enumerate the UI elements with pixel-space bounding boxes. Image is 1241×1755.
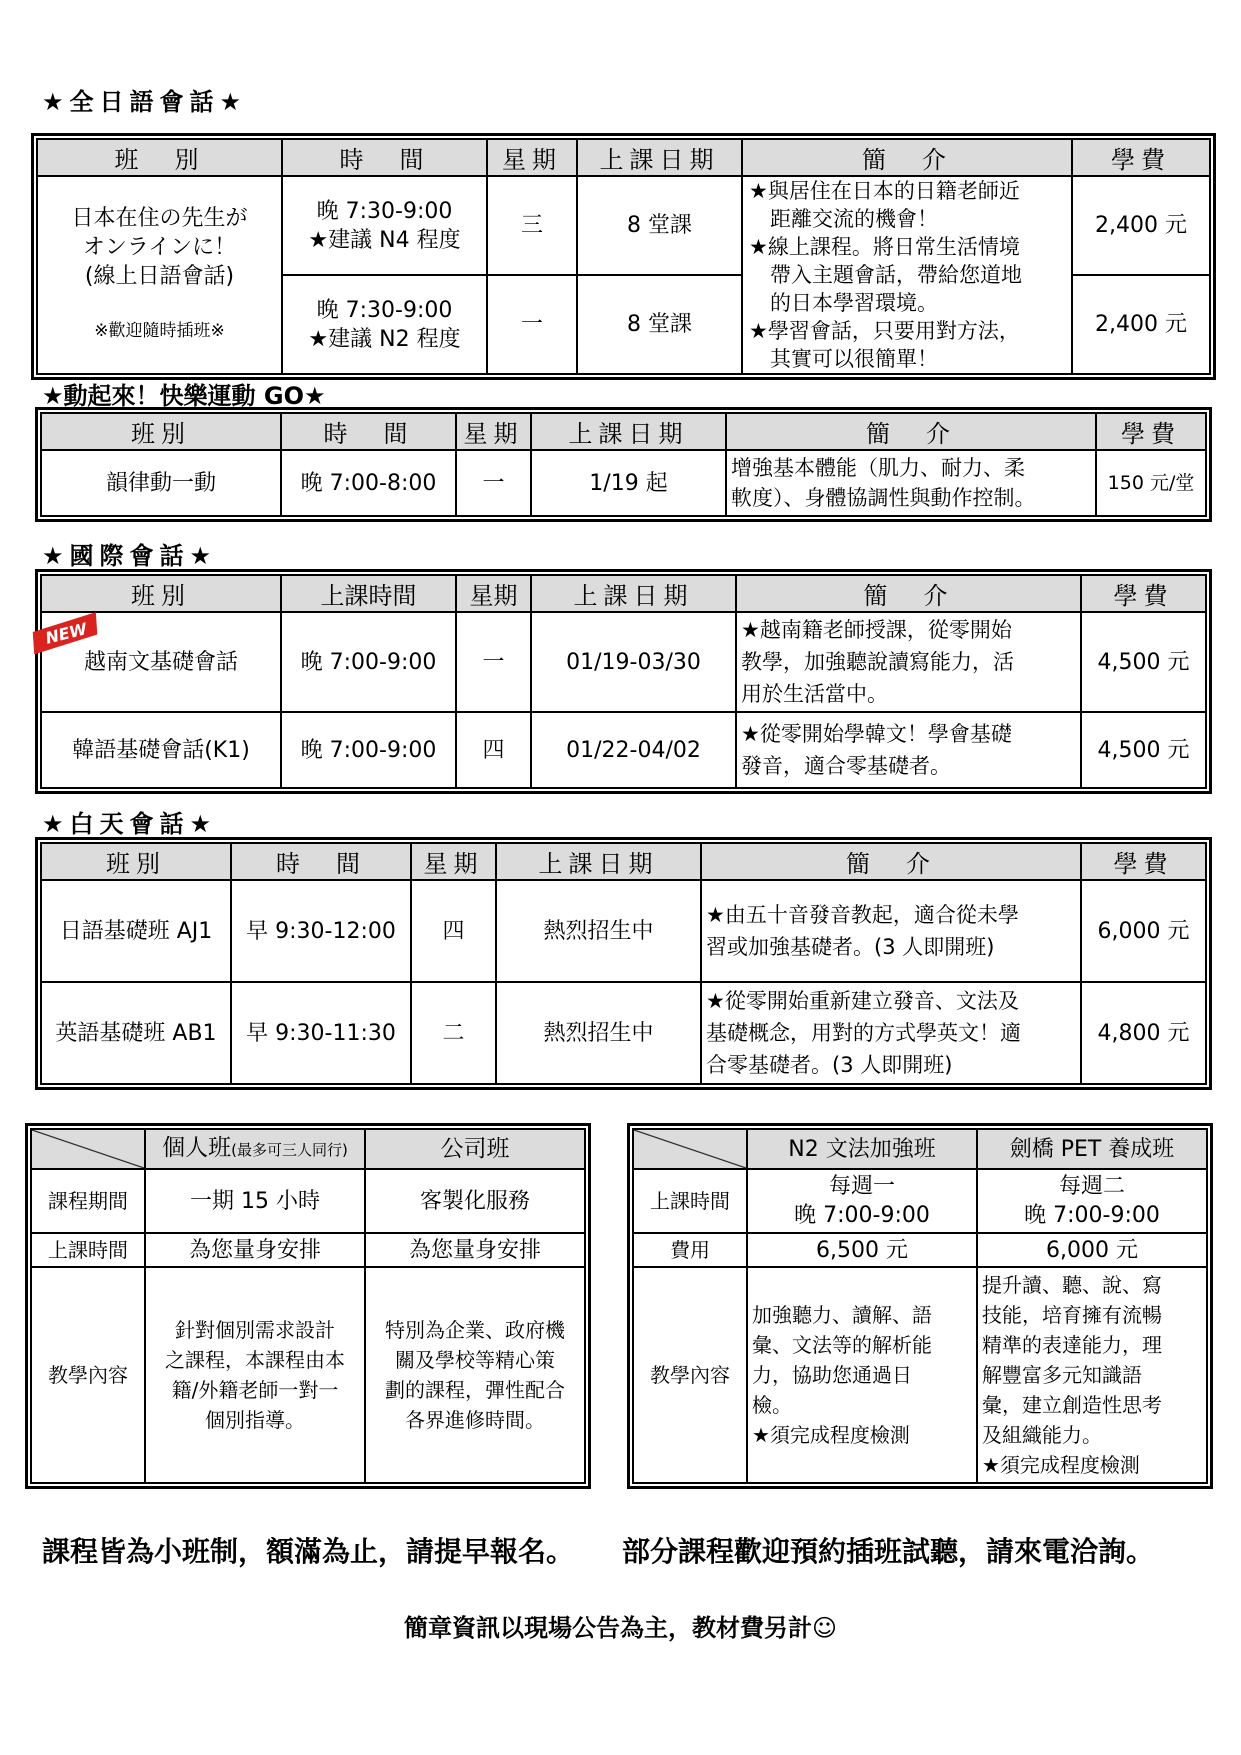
content-line: 解豐富多元知識語 [982, 1363, 1142, 1387]
level-text: ★建議 N2 程度 [308, 326, 461, 352]
intro-line: 合零基礎者。(3 人即開班) [706, 1053, 953, 1077]
header-day: 星期 [456, 575, 531, 612]
header-intro: 簡 介 [701, 843, 1081, 880]
intro-line: ★越南籍老師授課，從零開始 [741, 618, 1012, 642]
intro-line: 發音，適合零基礎者。 [741, 754, 951, 778]
footer-disclaimer: 簡章資訊以現場公告為主，教材費另計☺ [403, 1614, 838, 1642]
content-line: 彙，建立創造性思考 [982, 1393, 1162, 1417]
content-line: 力，協助您通過日 [752, 1363, 912, 1387]
header-day: 星期 [487, 139, 577, 176]
header-intro: 簡 介 [742, 139, 1072, 176]
day-cell: 四 [456, 712, 531, 788]
intro-line: ★從零開始重新建立發音、文法及 [706, 989, 1019, 1013]
time-line: 晚 7:00-9:00 [794, 1203, 930, 1228]
class-name-line: オンラインに！ [82, 235, 237, 260]
dates-cell: 熱烈招生中 [496, 982, 701, 1084]
fee-cell: 4,500 元 [1081, 612, 1206, 712]
new-badge-text: NEW [43, 619, 89, 648]
fee-pet: 6,000 元 [977, 1233, 1207, 1267]
header-time: 上課時間 [281, 575, 456, 612]
intro-line: 基礎概念，用對的方式學英文！適 [706, 1021, 1021, 1045]
intro-line: ★從零開始學韓文！學會基礎 [741, 722, 1012, 746]
header-n2: N2 文法加強班 [747, 1129, 977, 1169]
content-line: 各界進修時間。 [405, 1408, 545, 1432]
header-class: 班 別 [37, 139, 282, 176]
header-intro: 簡 介 [736, 575, 1081, 612]
header-class: 班別 [41, 413, 281, 450]
sports-course-table [40, 412, 1207, 517]
content-company [365, 1267, 585, 1483]
time-text: 晚 7:30-9:00 [316, 297, 453, 323]
fee-n2: 6,500 元 [747, 1233, 977, 1267]
fee-cell: 2,400 元 [1072, 176, 1210, 275]
header-time: 時 間 [231, 843, 411, 880]
intro-line: 帶入主題會話，帶給您道地 [749, 263, 1022, 287]
personal-note: (最多可三人同行) [231, 1140, 348, 1159]
row-label: 教學內容 [31, 1267, 145, 1483]
dates-cell: 01/19-03/30 [531, 612, 736, 712]
intro-line: 的日本學習環境。 [749, 291, 938, 315]
intro-line: 習或加強基礎者。(3 人即開班) [706, 935, 995, 959]
day-cell: 一 [487, 275, 577, 374]
header-company: 公司班 [365, 1129, 585, 1169]
time-text: 晚 7:30-9:00 [316, 198, 453, 224]
header-day: 星期 [456, 413, 531, 450]
class-name-line: 日本在住の先生が [71, 206, 248, 231]
content-line: 劃的課程，彈性配合 [385, 1378, 565, 1402]
period-company: 客製化服務 [365, 1169, 585, 1233]
row-label: 上課時間 [633, 1169, 747, 1233]
time-line: 每週一 [828, 1174, 895, 1199]
intro-line: ★線上課程。將日常生活情境 [749, 235, 1020, 259]
intro-cell [726, 450, 1096, 516]
class-name-cell [37, 176, 282, 374]
dates-cell: 8 堂課 [577, 275, 742, 374]
intro-line: 用於生活當中。 [741, 682, 888, 706]
content-line: ★須完成程度檢測 [752, 1423, 910, 1447]
intro-cell [736, 612, 1081, 712]
intro-cell [736, 712, 1081, 788]
intro-line: 距離交流的機會！ [749, 207, 938, 231]
intro-cell [742, 176, 1072, 374]
header-fee: 學費 [1081, 575, 1206, 612]
section-title-daytime: ★白天會話★ [42, 810, 218, 838]
time-pet [977, 1169, 1207, 1233]
time-cell [282, 275, 487, 374]
day-cell: 一 [456, 612, 531, 712]
header-fee: 學費 [1072, 139, 1210, 176]
content-line: 檢。 [752, 1393, 792, 1417]
intro-line: 增強基本體能（肌力、耐力、柔 [731, 456, 1025, 480]
section-title-sports: ★動起來！快樂運動 GO★ [42, 382, 326, 410]
header-intro: 簡 介 [726, 413, 1096, 450]
content-line: 之課程，本課程由本 [165, 1348, 345, 1372]
content-pet [977, 1267, 1207, 1483]
footer-notice-left: 課程皆為小班制，額滿為止，請提早報名。 [42, 1535, 575, 1568]
content-line: 技能，培育擁有流暢 [982, 1303, 1162, 1327]
intro-line: ★學習會話，只要用對方法， [749, 319, 1020, 343]
content-line: 加強聽力、讀解、語 [752, 1303, 932, 1327]
intro-line: 教學，加強聽說讀寫能力，活 [741, 650, 1014, 674]
intro-line: ★與居住在日本的日籍老師近 [749, 179, 1020, 203]
header-time: 時 間 [282, 139, 487, 176]
time-n2 [747, 1169, 977, 1233]
time-cell: 早 9:30-12:00 [231, 880, 411, 982]
header-fee: 學費 [1096, 413, 1206, 450]
row-label: 費用 [633, 1233, 747, 1267]
content-n2 [747, 1267, 977, 1483]
intro-cell [701, 880, 1081, 982]
section-title-japanese: ★全日語會話★ [42, 88, 248, 116]
header-dates: 上課日期 [531, 575, 736, 612]
personal-class-table [30, 1128, 586, 1484]
corner-cell [31, 1129, 145, 1169]
time-line: 晚 7:00-9:00 [1024, 1203, 1160, 1228]
daytime-course-table [40, 842, 1207, 1085]
content-line: 籍/外籍老師一對一 [171, 1378, 339, 1402]
fee-cell: 150 元/堂 [1096, 450, 1206, 516]
time-personal: 為您量身安排 [145, 1233, 365, 1267]
row-label: 課程期間 [31, 1169, 145, 1233]
header-pet: 劍橋 PET 養成班 [977, 1129, 1207, 1169]
dates-cell: 1/19 起 [531, 450, 726, 516]
content-line: 彙、文法等的解析能 [752, 1333, 932, 1357]
content-line: 特別為企業、政府機 [385, 1318, 565, 1342]
time-cell [282, 176, 487, 275]
content-line: ★須完成程度檢測 [982, 1453, 1140, 1477]
level-text: ★建議 N4 程度 [308, 227, 461, 253]
dates-cell: 01/22-04/02 [531, 712, 736, 788]
content-personal [145, 1267, 365, 1483]
class-name-cell: 日語基礎班 AJ1 [41, 880, 231, 982]
fee-cell: 2,400 元 [1072, 275, 1210, 374]
class-name-cell: 英語基礎班 AB1 [41, 982, 231, 1084]
footer-notice-right: 部分課程歡迎預約插班試聽，請來電洽詢。 [622, 1535, 1155, 1568]
class-name-cell: 韓語基礎會話(K1) [41, 712, 281, 788]
content-line: 個別指導。 [205, 1408, 305, 1432]
content-line: 關及學校等精心策 [395, 1348, 555, 1372]
row-label: 教學內容 [633, 1267, 747, 1483]
japanese-course-table [36, 138, 1211, 375]
time-cell: 晚 7:00-9:00 [281, 712, 456, 788]
intro-line: ★由五十音發音教起，適合從未學 [706, 903, 1019, 927]
content-line: 針對個別需求設計 [175, 1318, 335, 1342]
section-title-intl: ★國際會話★ [42, 542, 218, 570]
day-cell: 四 [411, 880, 496, 982]
fee-cell: 4,800 元 [1081, 982, 1206, 1084]
header-dates: 上課日期 [577, 139, 742, 176]
header-time: 時 間 [281, 413, 456, 450]
day-cell: 三 [487, 176, 577, 275]
row-label: 上課時間 [31, 1233, 145, 1267]
time-cell: 早 9:30-11:30 [231, 982, 411, 1084]
class-name-cell: 越南文基礎會話 [41, 612, 281, 712]
corner-cell [633, 1129, 747, 1169]
day-cell: 二 [411, 982, 496, 1084]
fee-cell: 6,000 元 [1081, 880, 1206, 982]
time-company: 為您量身安排 [365, 1233, 585, 1267]
fee-cell: 4,500 元 [1081, 712, 1206, 788]
time-cell: 晚 7:00-9:00 [281, 612, 456, 712]
header-class: 班別 [41, 843, 231, 880]
content-line: 精準的表達能力，理 [982, 1333, 1162, 1357]
header-personal [145, 1129, 365, 1169]
personal-label: 個人班 [162, 1134, 232, 1161]
period-personal: 一期 15 小時 [145, 1169, 365, 1233]
content-line: 及組織能力。 [982, 1423, 1102, 1447]
intro-line: 軟度）、身體協調性與動作控制。 [731, 486, 1036, 510]
exam-class-table [632, 1128, 1208, 1484]
dates-cell: 8 堂課 [577, 176, 742, 275]
header-dates: 上課日期 [531, 413, 726, 450]
content-line: 提升讀、聽、說、寫 [982, 1273, 1162, 1297]
header-class: 班別 [41, 575, 281, 612]
time-line: 每週二 [1058, 1174, 1125, 1199]
class-name-cell: 韻律動一動 [41, 450, 281, 516]
header-day: 星期 [411, 843, 496, 880]
intl-course-table [40, 574, 1207, 789]
time-cell: 晚 7:00-8:00 [281, 450, 456, 516]
class-name-line: (線上日語會話) [84, 264, 235, 289]
day-cell: 一 [456, 450, 531, 516]
dates-cell: 熱烈招生中 [496, 880, 701, 982]
header-fee: 學費 [1081, 843, 1206, 880]
header-dates: 上課日期 [496, 843, 701, 880]
intro-cell [701, 982, 1081, 1084]
intro-line: 其實可以很簡單！ [749, 347, 938, 371]
class-note: ※歡迎隨時插班※ [94, 321, 225, 341]
